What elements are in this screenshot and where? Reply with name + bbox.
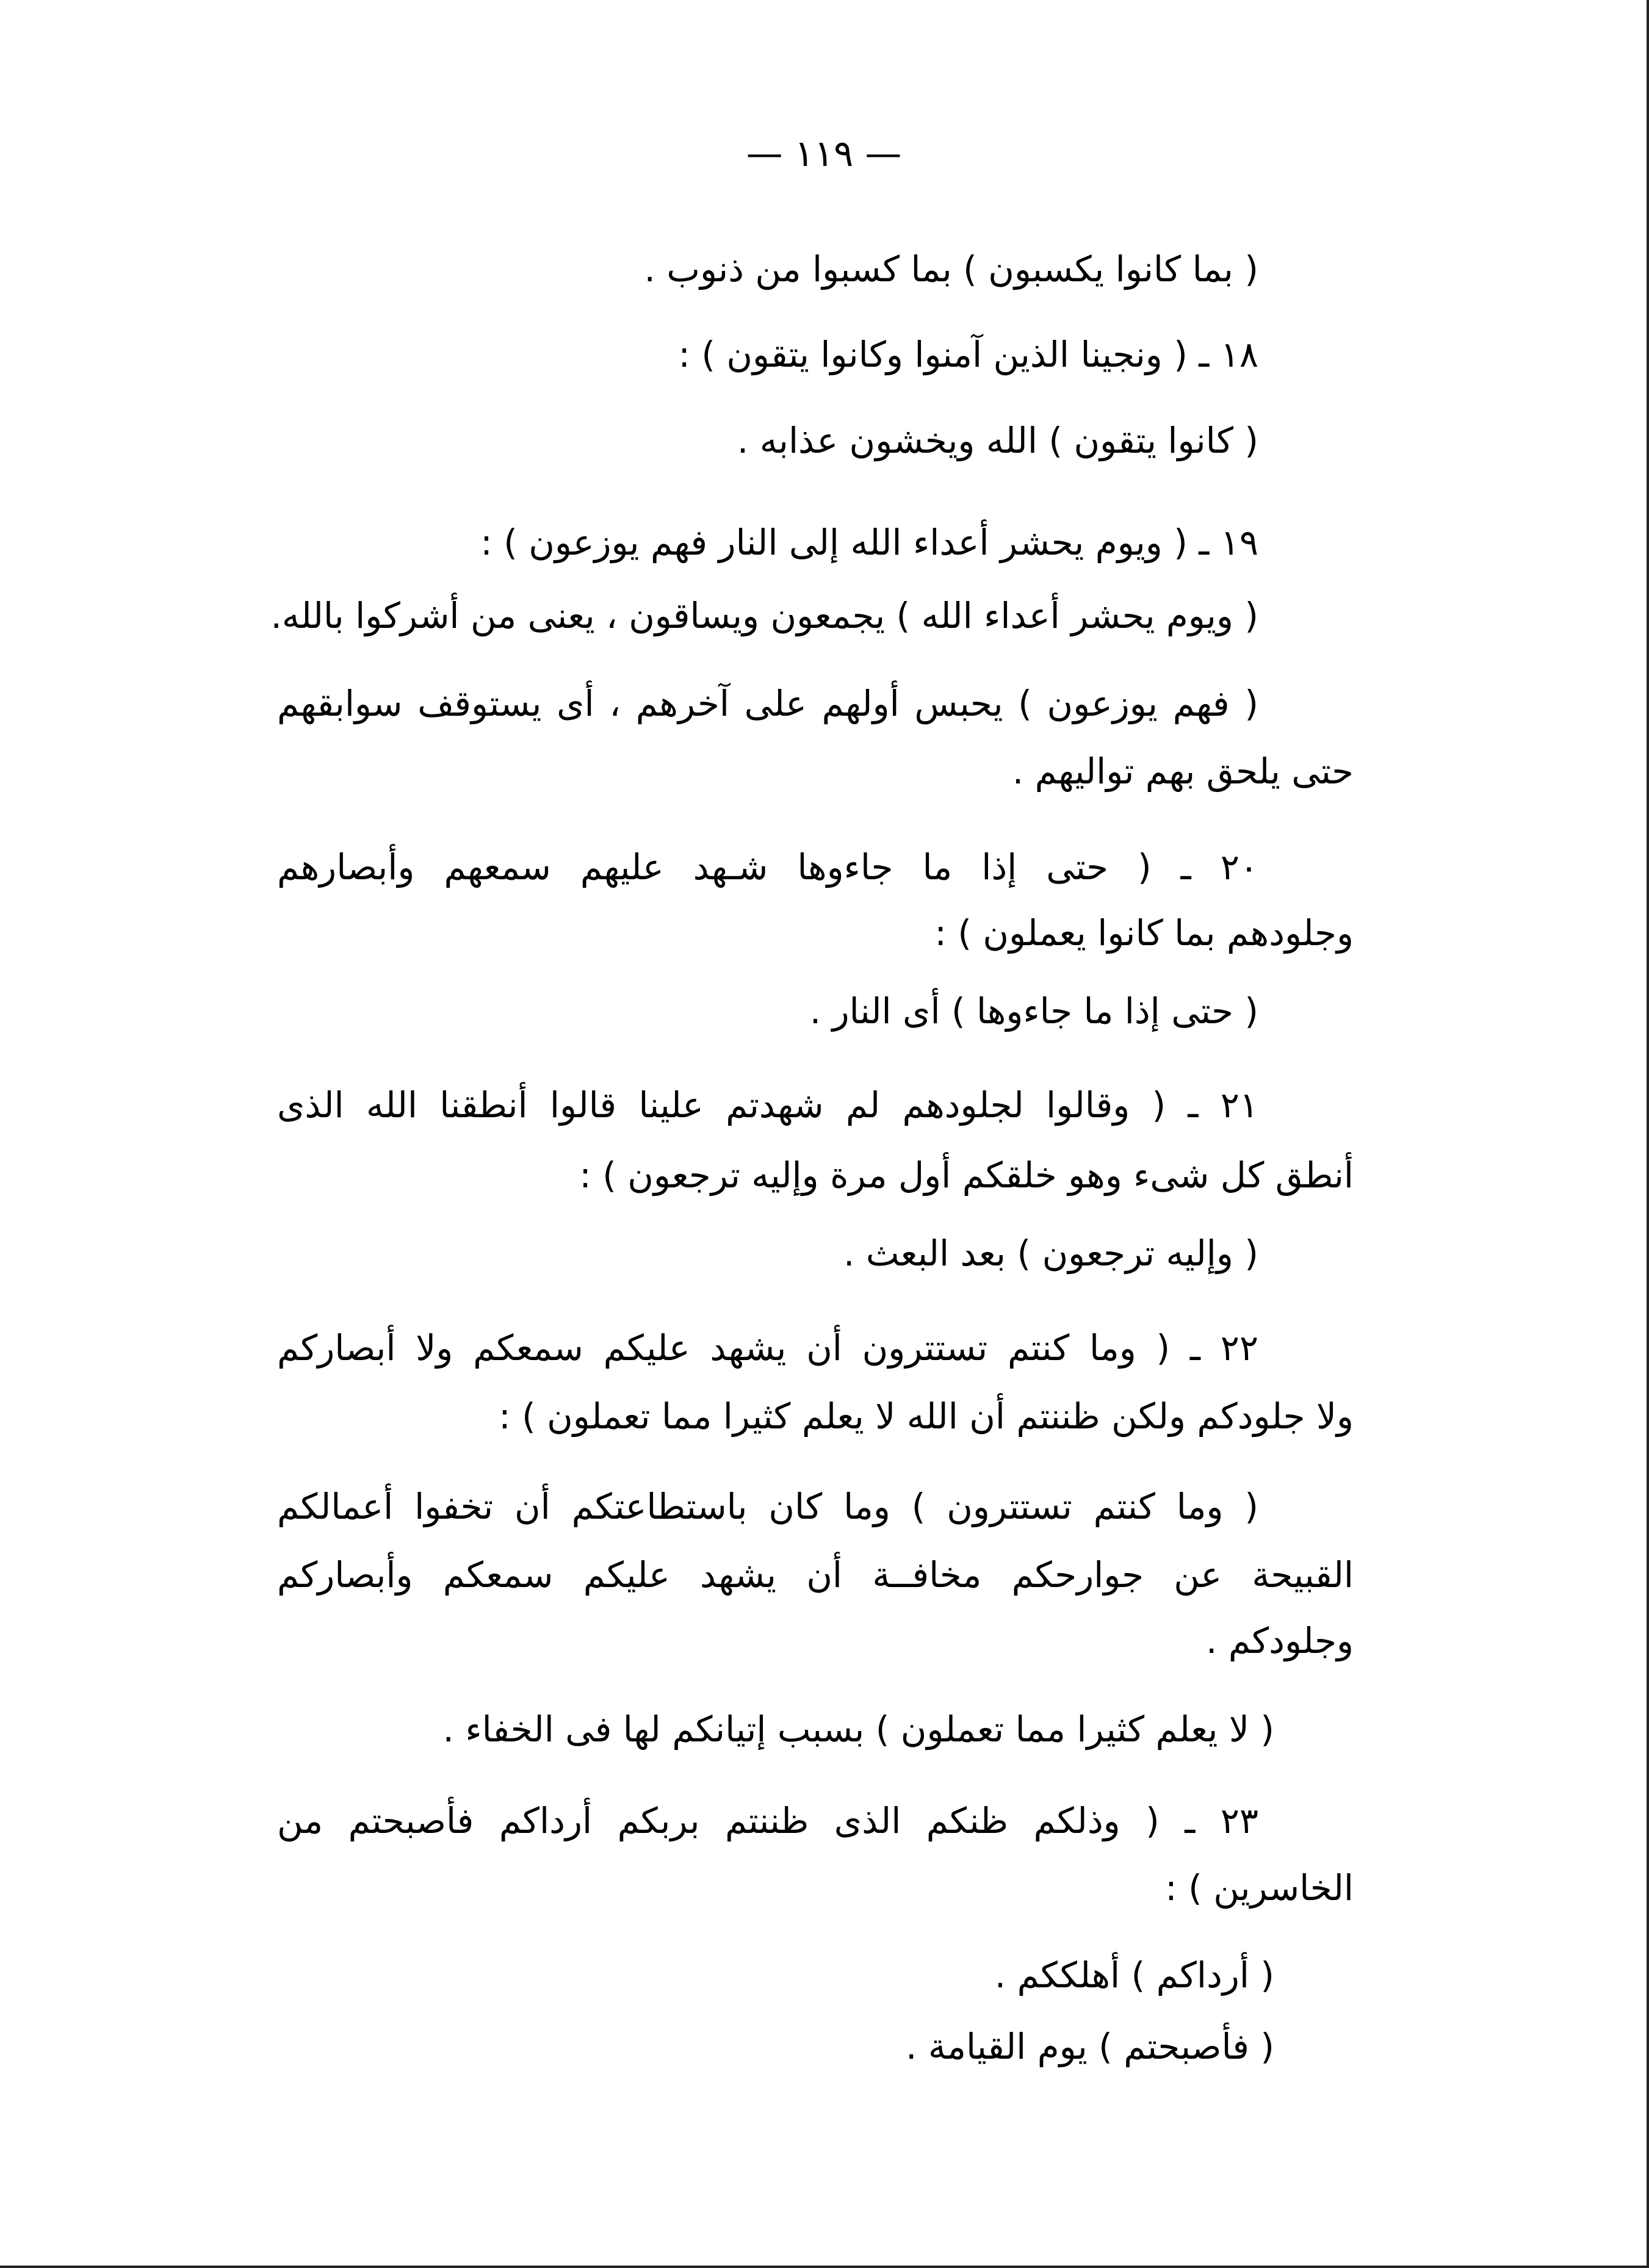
text-line: ( وإليه ترجعون ) بعد البعث . [843,1233,1258,1274]
text-line: ( بما كانوا يكسبون ) بما كسبوا من ذنوب . [644,248,1258,290]
text-line: ٢٣ ـ ( وذلكم ظنكم الذى ظننتم بربكم أرداكم فأصبحتم من [277,1800,1258,1841]
text-line: ( أرداكم ) أهلككم . [994,1954,1274,1996]
text-line: وجلودكم . [1206,1620,1354,1661]
text-line: ( لا يعلم كثيرا مما تعملون ) بسبب إتيانكم لها فى الخفاء . [442,1708,1274,1750]
text-line: ٢٢ ـ ( وما كنتم تستترون أن يشهد عليكم سمعكم ولا أبصاركم [277,1327,1258,1369]
text-line: وجلودهم بما كانوا يعملون ) : [934,912,1354,954]
text-line: ١٩ ـ ( ويوم يحشر أعداء الله إلى النار فهم يوزعون ) : [480,522,1258,563]
text-line: ١٨ ـ ( ونجينا الذين آمنوا وكانوا يتقون ) : [678,334,1258,375]
text-line: ٢١ ـ ( وقالوا لجلودهم لم شهدتم علينا قالوا أنطقنا الله الذى [277,1084,1258,1126]
text-line: ولا جلودكم ولكن ظننتم أن الله لا يعلم كثيرا مما تعملون ) : [499,1395,1354,1437]
text-line: ( فأصبحتم ) يوم القيامة . [905,2026,1274,2067]
text-line: ( ويوم يحشر أعداء الله ) يجمعون ويساقون ، يعنى من أشركوا بالله. [270,595,1258,636]
text-line: ( كانوا يتقون ) الله ويخشون عذابه . [737,420,1258,461]
text-line: القبيحة عن جوارحكم مخافــة أن يشهد عليكم سمعكم وأبصاركم [277,1554,1354,1596]
page-number: — ١١٩ — [746,132,902,175]
text-line: ( فهم يوزعون ) يحبس أولهم على آخرهم ، أى يستوقف سوابقهم [277,683,1258,724]
text-line: أنطق كل شىء وهو خلقكم أول مرة وإليه ترجعون ) : [579,1154,1354,1196]
text-line: ( حتى إذا ما جاءوها ) أى النار . [809,990,1258,1032]
text-line: حتى يلحق بهم تواليهم . [1012,751,1354,792]
text-line: ( وما كنتم تستترون ) وما كان باستطاعتكم أن تخفوا أعمالكم [277,1486,1258,1527]
text-line: ٢٠ ـ ( حتى إذا ما جاءوها شـهد عليهم سمعهم وأبصارهم [277,846,1258,888]
text-line: الخاسرين ) : [1165,1867,1354,1909]
